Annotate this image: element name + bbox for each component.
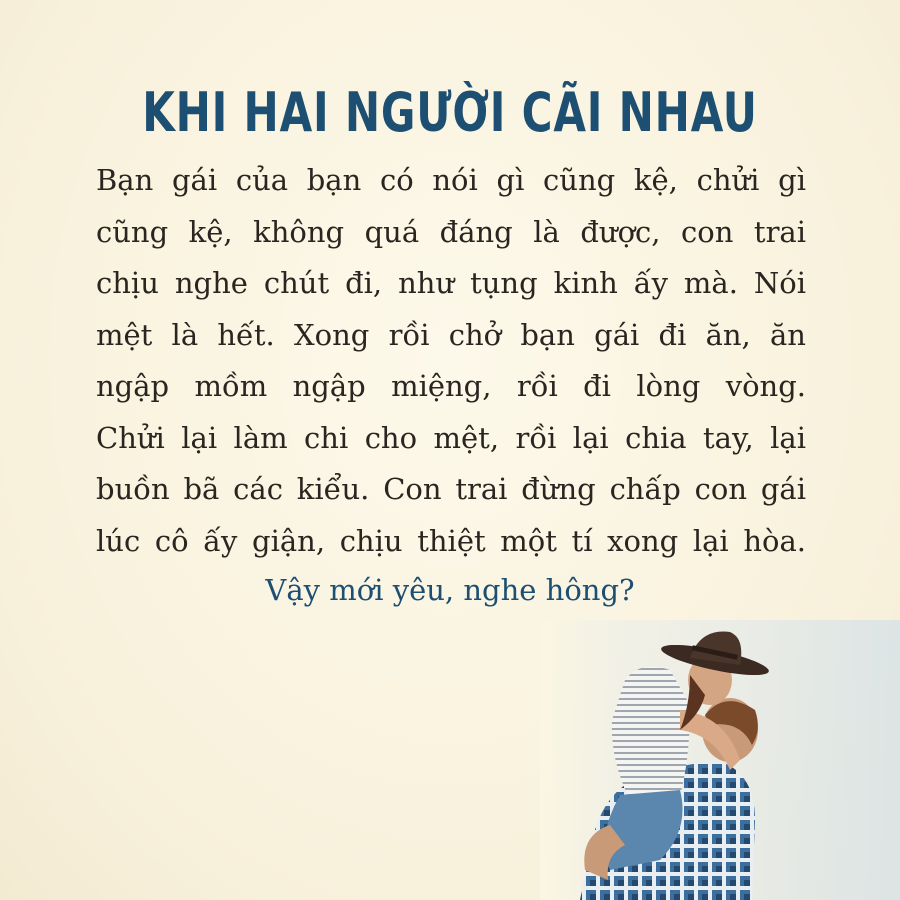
body-paragraph (96, 155, 806, 567)
page-title: KHI HAI NGƯỜI CÃI NHAU (142, 81, 758, 144)
body-line: buồn bã các kiểu. Con trai đừng chấp con gái (96, 472, 806, 506)
body-line: mệt là hết. Xong rồi chở bạn gái đi ăn, ăn (96, 317, 806, 352)
body-line: chịu nghe chút đi, như tụng kinh ấy mà. Nói (96, 266, 806, 300)
body-line: lúc cô ấy giận, chịu thiệt một tí xong lại hòa. (96, 523, 806, 558)
tagline: Vậy mới yêu, nghe hông? (265, 573, 635, 607)
couple-photo (540, 620, 900, 900)
body-line: Chửi lại làm chi cho mệt, rồi lại chia tay, lại (96, 420, 806, 455)
body-line: Bạn gái của bạn có nói gì cũng kệ, chửi gì (96, 163, 806, 197)
body-line: ngập mồm ngập miệng, rồi đi lòng vòng. (96, 369, 806, 403)
body-line: cũng kệ, không quá đáng là được, con trai (96, 214, 806, 249)
